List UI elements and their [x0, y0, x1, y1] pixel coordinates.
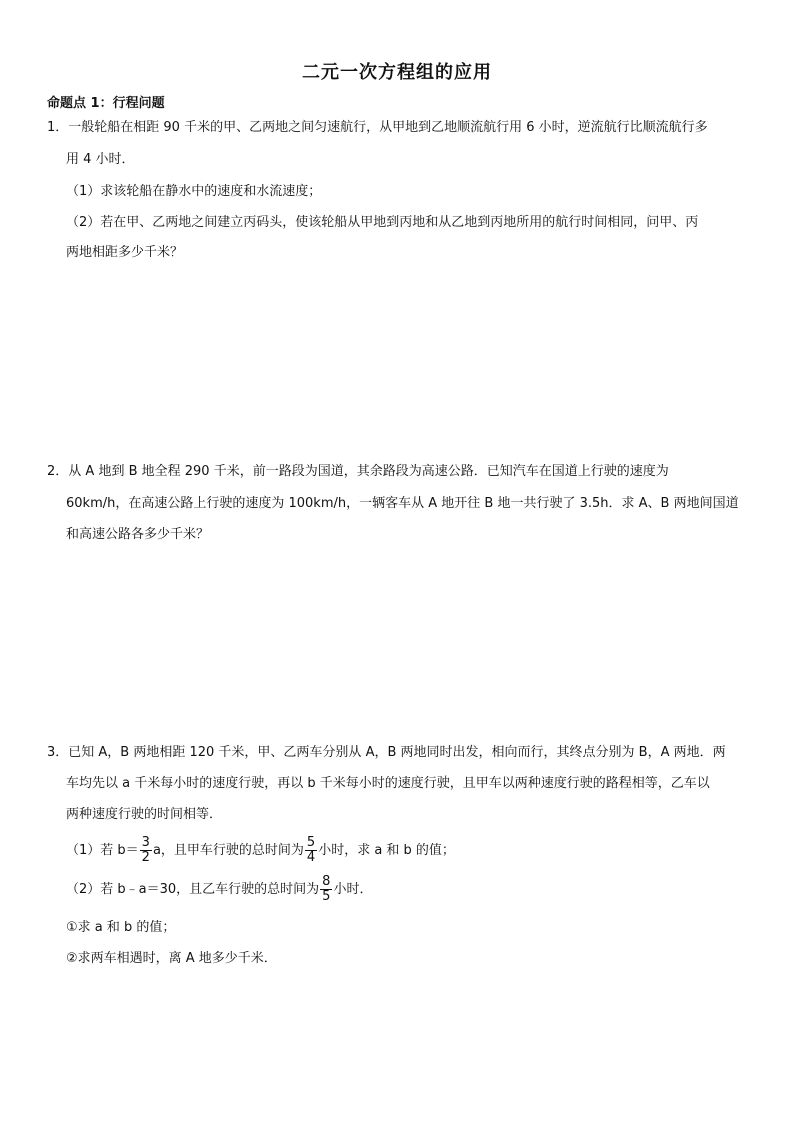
q2-line3: 和高速公路各多少千米？: [66, 527, 210, 542]
fraction-denominator: 2: [141, 850, 150, 865]
q1-sub1: （1）求该轮船在静水中的速度和水流速度；: [66, 184, 322, 199]
fraction-numerator: 8: [322, 874, 331, 889]
fraction-five-quarters: [305, 836, 317, 865]
q3-sub2-text-b: 小时．: [333, 882, 373, 897]
q3-line2: 车均先以 a 千米每小时的速度行驶，再以 b 千米每小时的速度行驶，且甲车以两种速度行驶的路程相等，乙车以: [66, 776, 710, 791]
q3-sub1-text-c: 小时，求 a 和 b 的值；: [318, 843, 455, 858]
section-heading: 命题点 1：行程问题: [47, 96, 165, 111]
q3-sub1: [66, 836, 455, 866]
q3-number: 3．: [47, 745, 69, 760]
q3-sub1-text-b: a，且甲车行驶的总时间为: [152, 843, 304, 858]
fraction-three-halves: [140, 836, 152, 865]
q1-sub2-line2: 两地相距多少千米？: [66, 245, 184, 260]
q3-sub2: [66, 875, 372, 905]
q1-text-1: 一般轮船在相距 90 千米的甲、乙两地之间匀速航行，从甲地到乙地顺流航行用 6 小时，逆流航行比顺流航行多: [68, 120, 708, 135]
q3-text-1: 已知 A，B 两地相距 120 千米，甲、乙两车分别从 A，B 两地同时出发，相向而行，其终点分别为 B，A 两地．两: [68, 745, 726, 760]
q3-line3: 两种速度行驶的时间相等．: [66, 807, 223, 822]
q1-number: 1．: [47, 120, 69, 135]
q2-number: 2．: [47, 464, 69, 479]
q2-line2: 60km/h，在高速公路上行驶的速度为 100km/h，一辆客车从 A 地开往 B 地一共行驶了 3.5h．求 A、B 两地间国道: [66, 496, 739, 511]
q2-line1: [47, 462, 669, 482]
page-title: 二元一次方程组的应用: [302, 62, 492, 83]
fraction-eight-fifths: [320, 875, 332, 904]
q3-line1: [47, 743, 726, 763]
fraction-denominator: 4: [306, 850, 316, 865]
q3-item1: ①求 a 和 b 的值；: [66, 920, 176, 935]
q3-item2: ②求两车相遇时，离 A 地多少千米．: [66, 951, 277, 966]
q2-text-1: 从 A 地到 B 地全程 290 千米，前一路段为国道，其余路段为高速公路．已知汽车在国道上行驶的速度为: [68, 464, 669, 479]
q1-line2: 用 4 小时．: [66, 152, 135, 167]
fraction-numerator: 3: [141, 835, 150, 850]
fraction-denominator: 5: [322, 889, 331, 904]
fraction-numerator: 5: [306, 835, 316, 850]
q3-sub2-text-a: （2）若 b﹣a＝30，且乙车行驶的总时间为: [66, 882, 320, 897]
q1-sub2-line1: （2）若在甲、乙两地之间建立丙码头，使该轮船从甲地到丙地和从乙地到丙地所用的航行时间相同，问甲、丙: [66, 215, 699, 230]
q1-line1: [47, 118, 708, 138]
q3-sub1-text-a: （1）若 b＝: [66, 843, 139, 858]
